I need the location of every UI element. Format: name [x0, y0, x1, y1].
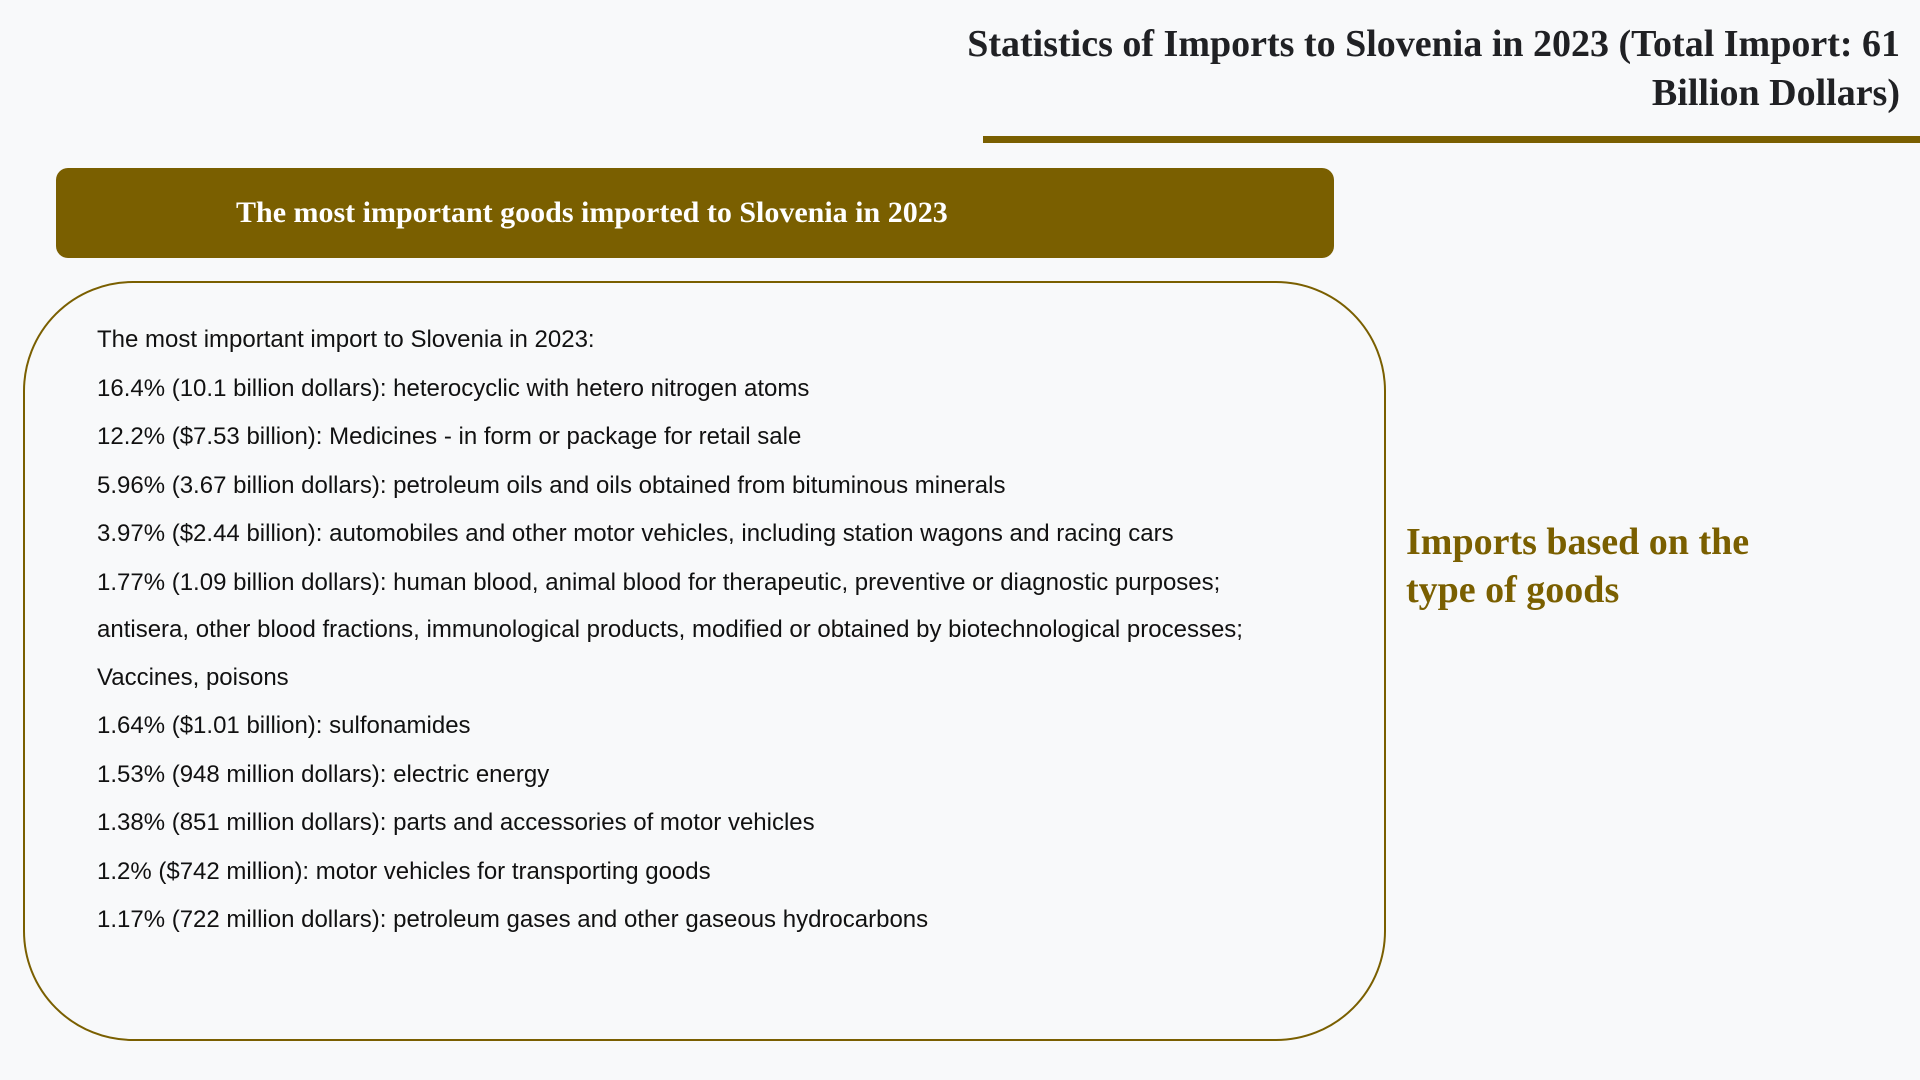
list-item: 3.97% ($2.44 billion): automobiles and other motor vehicles, including station wagons and racing cars — [97, 520, 1174, 547]
imports-intro: The most important import to Slovenia in 2023: — [97, 326, 595, 353]
list-item: 1.64% ($1.01 billion): sulfonamides — [97, 712, 471, 739]
side-heading: Imports based on the type of goods — [1406, 521, 1750, 611]
imports-content-box — [23, 281, 1386, 1041]
list-item: 12.2% ($7.53 billion): Medicines - in form or package for retail sale — [97, 423, 802, 450]
imports-list — [97, 316, 1277, 945]
list-item: 1.17% (722 million dollars): petroleum gases and other gaseous hydrocarbons — [97, 906, 929, 933]
list-item: 1.53% (948 million dollars): electric energy — [97, 760, 550, 788]
list-item: 1.77% (1.09 billion dollars): human blood, animal blood for therapeutic, preventive or diagnostic purposes; antisera, other blood fractions, immunological products, modified or obtained by biotechnological processes; Vaccines, poisons — [97, 568, 1243, 691]
banner-heading: The most important goods imported to Slovenia in 2023 — [236, 196, 948, 229]
slide-title: Statistics of Imports to Slovenia in 2023 (Total Import: 61 Billion Dollars) — [967, 23, 1900, 114]
title-divider — [983, 136, 1920, 143]
list-item: 5.96% (3.67 billion dollars): petroleum oils and oils obtained from bituminous minerals — [97, 471, 1006, 499]
list-item: 16.4% (10.1 billion dollars): heterocyclic with hetero nitrogen atoms — [97, 374, 810, 402]
section-banner — [56, 168, 1334, 258]
list-item: 1.2% ($742 million): motor vehicles for transporting goods — [97, 857, 711, 885]
list-item: 1.38% (851 million dollars): parts and accessories of motor vehicles — [97, 809, 815, 836]
